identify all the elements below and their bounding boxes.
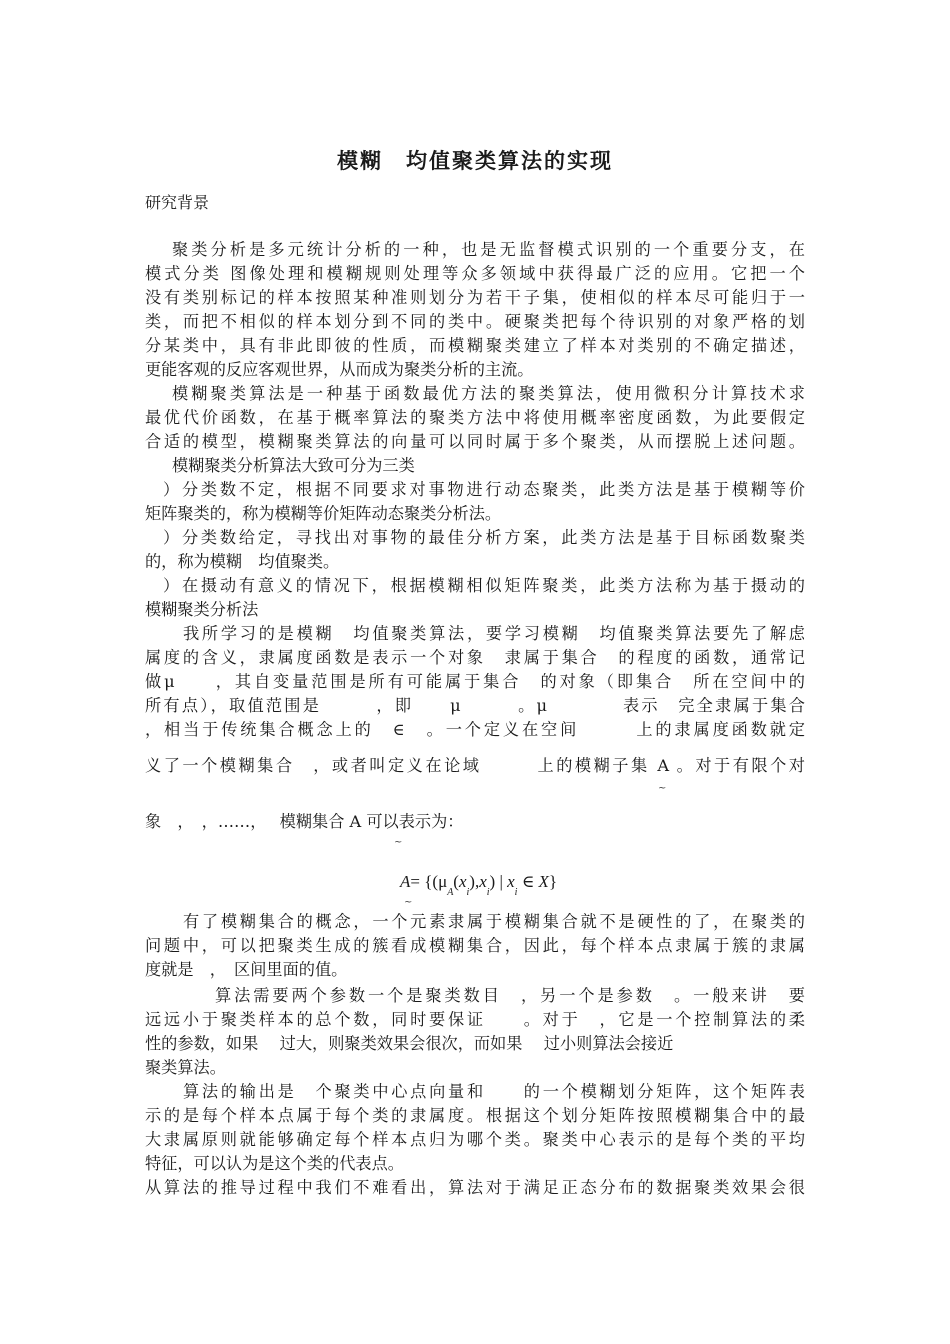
list-item-line: 的，称为模糊 均值聚类。 bbox=[145, 552, 340, 571]
paragraph-line: 类，而把不相似的样本划分到不同的类中。硬聚类把每个待识别的对象严格的划 bbox=[145, 312, 805, 331]
list-item-line: 矩阵聚类的，称为模糊等价矩阵动态聚类分析法。 bbox=[145, 504, 502, 523]
paragraph-line: 义了一个模糊集合 ，或者叫定义在论域 上的模糊子集 A 。对于有限个对 bbox=[145, 756, 805, 775]
paragraph-line: 算法需要两个参数一个是聚类数目 ，另一个是参数 。一般来讲 要 bbox=[215, 986, 805, 1005]
paragraph-line: 所有点），取值范围是 ，即 μ 。μ 表示 完全隶属于集合 bbox=[145, 696, 805, 715]
tilde-mark: ~ bbox=[394, 837, 403, 848]
paragraph-line: 分某类中，具有非此即彼的性质，而模糊聚类建立了样本对类别的不确定描述， bbox=[145, 336, 805, 355]
paragraph-line: 做μ ，其自变量范围是所有可能属于集合 的对象（即集合 所在空间中的 bbox=[145, 672, 805, 691]
paragraph-line: 象 ， ，……， 模糊集合 A 可以表示为： bbox=[145, 812, 464, 831]
document-title: 模糊 均值聚类算法的实现 bbox=[337, 149, 613, 173]
paragraph-line: 大隶属原则就能够确定每个样本点归为哪个类。聚类中心表示的是每个类的平均 bbox=[145, 1130, 805, 1149]
paragraph-line: 远远小于聚类样本的总个数，同时要保证 。对于 ，它是一个控制算法的柔 bbox=[145, 1010, 805, 1029]
paragraph-line: 特征，可以认为是这个类的代表点。 bbox=[145, 1154, 404, 1173]
tilde-mark: ~ bbox=[658, 783, 667, 794]
section-heading: 研究背景 bbox=[145, 193, 210, 212]
paragraph-line: 没有类别标记的样本按照某种准则划分为若干子集，使相似的样本尽可能归于一 bbox=[145, 288, 805, 307]
paragraph-line: 算法的输出是 个聚类中心点向量和 的一个模糊划分矩阵，这个矩阵表 bbox=[183, 1082, 805, 1101]
tilde-mark: ~ bbox=[404, 897, 413, 908]
list-item-line: ）在摄动有意义的情况下，根据模糊相似矩阵聚类，此类方法称为基于摄动的 bbox=[163, 576, 805, 595]
paragraph-line: 性的参数，如果 过大，则聚类效果会很次，而如果 过小则算法会接近 bbox=[145, 1034, 674, 1053]
paragraph-line: 最优代价函数，在基于概率算法的聚类方法中将使用概率密度函数，为此要假定 bbox=[145, 408, 805, 427]
paragraph-line: 聚类分析是多元统计分析的一种，也是无监督模式识别的一个重要分支，在 bbox=[172, 240, 805, 259]
paragraph-line: 聚类算法。 bbox=[145, 1058, 226, 1077]
paragraph-line: 有了模糊集合的概念，一个元素隶属于模糊集合就不是硬性的了，在聚类的 bbox=[183, 912, 805, 931]
paragraph-line: 模糊聚类分析算法大致可分为三类 bbox=[172, 456, 415, 475]
paragraph-line: 属度的含义，隶属度函数是表示一个对象 隶属于集合 的程度的函数，通常记 bbox=[145, 648, 805, 667]
paragraph-line: 模糊聚类算法是一种基于函数最优方法的聚类算法，使用微积分计算技术求 bbox=[172, 384, 805, 403]
paragraph-line: 度就是 ， 区间里面的值。 bbox=[145, 960, 348, 979]
paragraph-line: 合适的模型，模糊聚类算法的向量可以同时属于多个聚类，从而摆脱上述问题。 bbox=[145, 432, 805, 451]
list-item-line: ）分类数不定，根据不同要求对事物进行动态聚类，此类方法是基于模糊等价 bbox=[163, 480, 805, 499]
paragraph-line: 问题中，可以把聚类生成的簇看成模糊集合，因此，每个样本点隶属于簇的隶属 bbox=[145, 936, 805, 955]
fuzzy-set-formula: $A= \{(\mu_A(x_i),x_i)$ | $x_i$ ∈ X} bbox=[400, 872, 558, 898]
paragraph-line: 示的是每个样本点属于每个类的隶属度。根据这个划分矩阵按照模糊集合中的最 bbox=[145, 1106, 805, 1125]
paragraph-line: 模式分类 图像处理和模糊规则处理等众多领域中获得最广泛的应用。它把一个 bbox=[145, 264, 805, 283]
paragraph-line: 我所学习的是模糊 均值聚类算法，要学习模糊 均值聚类算法要先了解虑 bbox=[183, 624, 805, 643]
paragraph-line: 更能客观的反应客观世界，从而成为聚类分析的主流。 bbox=[145, 360, 534, 379]
list-item-line: 模糊聚类分析法 bbox=[145, 600, 259, 619]
paragraph-line: ，相当于传统集合概念上的 ∈ 。一个定义在空间 上的隶属度函数就定 bbox=[145, 720, 805, 739]
list-item-line: ）分类数给定，寻找出对事物的最佳分析方案，此类方法是基于目标函数聚类 bbox=[163, 528, 805, 547]
paragraph-line: 从算法的推导过程中我们不难看出，算法对于满足正态分布的数据聚类效果会很 bbox=[145, 1178, 805, 1197]
